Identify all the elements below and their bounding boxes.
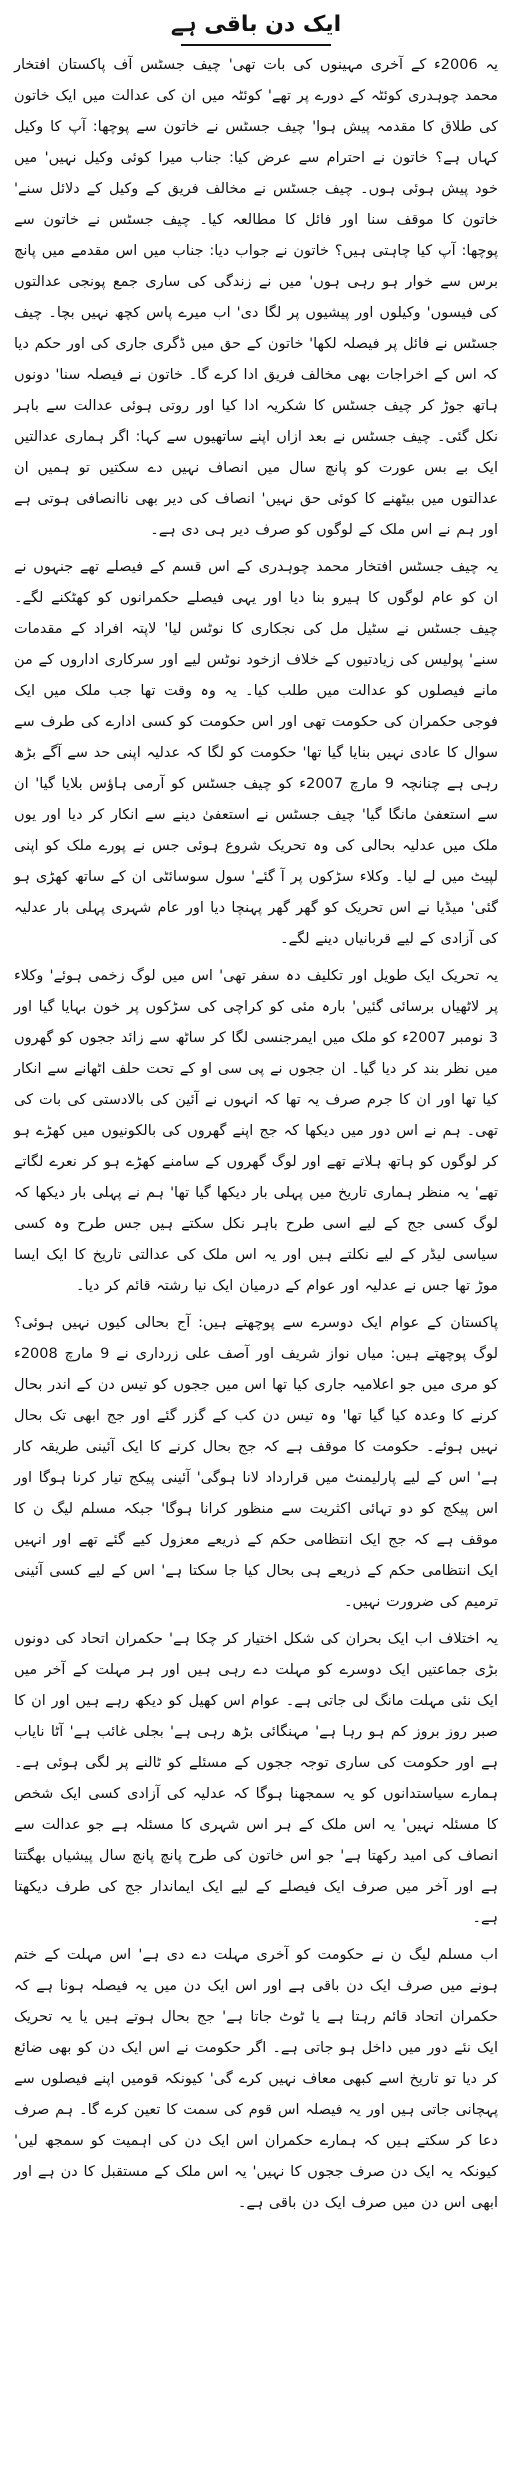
article-body — [14, 50, 498, 2219]
article-paragraph-2: یہ چیف جسٹس افتخار محمد چوہدری کے اس قسم کے فیصلے تھے جنہوں نے ان کو عام لوگوں کا ہیرو بنا دیا اور یہی فیصلے حکمرانوں کو کھٹکنے لگے۔ چیف جسٹس نے سٹیل مل کی نجکاری کا نوٹس لیا' لاپتہ افراد کے مقدمات سنے' پولیس کی زیادتیوں کے خلاف ازخود نوٹس لیے اور سرکاری اداروں کے من مانے فیصلوں کو عدالت میں طلب کیا۔ یہ وہ وقت تھا جب ملک میں ایک فوجی حکمران کی حکومت تھی اور اس حکومت کو کسی ادارے کی طرف سے سوال کا عادی نہیں بنایا گیا تھا' حکومت کو لگا کہ عدلیہ اپنی حد سے آگے بڑھ رہی ہے چنانچہ 9 مارچ 2007ء کو چیف جسٹس کو آرمی ہاؤس بلایا گیا' ان سے استعفیٰ مانگا گیا' چیف جسٹس نے استعفیٰ دینے سے انکار کر دیا اور یوں ملک میں عدلیہ بحالی کی وہ تحریک شروع ہوئی جس نے پورے ملک کو اپنی لپیٹ میں لے لیا۔ وکلاء سڑکوں پر آ گئے' سول سوسائٹی ان کے ساتھ کھڑی ہو گئی' میڈیا نے اس تحریک کو گھر گھر پہنچا دیا اور عام شہری پہلی بار عدلیہ کی آزادی کے لیے قربانیاں دینے لگے۔ — [14, 559, 498, 947]
article-paragraph-6: اب مسلم لیگ ن نے حکومت کو آخری مہلت دے دی ہے' اس مہلت کے ختم ہونے میں صرف ایک دن باقی ہے اور اس ایک دن میں یہ فیصلہ ہونا ہے کہ حکمران اتحاد قائم رہتا ہے یا ٹوٹ جاتا ہے' جج بحال ہوتے ہیں یا یہ تحریک ایک نئے دور میں داخل ہو جاتی ہے۔ اگر حکومت نے اس ایک دن کو بھی ضائع کر دیا تو تاریخ اسے کبھی معاف نہیں کرے گی' کیونکہ قومیں اپنے فیصلوں سے پہچانی جاتی ہیں اور یہ فیصلہ اس قوم کی سمت کا تعین کرے گا۔ ہم صرف دعا کر سکتے ہیں کہ ہمارے حکمران اس ایک دن کی اہمیت کو سمجھ لیں' کیونکہ یہ ایک دن صرف ججوں کا نہیں' یہ اس ملک کے مستقبل کا دن ہے اور ابھی اس دن میں صرف ایک دن باقی ہے۔ — [14, 1947, 498, 2211]
article-title: ایک دن باقی ہے — [170, 12, 342, 37]
title-underline — [181, 44, 331, 46]
article-paragraph-5: یہ اختلاف اب ایک بحران کی شکل اختیار کر چکا ہے' حکمران اتحاد کی دونوں بڑی جماعتیں ایک دوسرے کو مہلت دے رہی ہیں اور ہر مہلت کے آخر میں ایک نئی مہلت مانگ لی جاتی ہے۔ عوام اس کھیل کو دیکھ رہے ہیں اور ان کا صبر روز بروز کم ہو رہا ہے' مہنگائی بڑھ رہی ہے' بجلی غائب ہے' آٹا نایاب ہے اور حکومت کی ساری توجہ ججوں کے مسئلے کو ٹالنے پر لگی ہوئی ہے۔ ہمارے سیاستدانوں کو یہ سمجھنا ہوگا کہ عدلیہ کی آزادی کسی ایک شخص کا مسئلہ نہیں' یہ اس ملک کے ہر اس شہری کا مسئلہ ہے جو عدالت سے انصاف کی امید رکھتا ہے' جو اس خاتون کی طرح پانچ پانچ سال پیشیاں بھگتتا ہے اور آخر میں صرف ایک فیصلے کے لیے ایک ایماندار جج کی طرف دیکھتا ہے۔ — [14, 1631, 498, 1926]
article-paragraph-4: پاکستان کے عوام ایک دوسرے سے پوچھتے ہیں: آج بحالی کیوں نہیں ہوئی؟ لوگ پوچھتے ہیں: میاں نواز شریف اور آصف علی زرداری نے 9 مارچ 2008ء کو مری میں جو اعلامیہ جاری کیا تھا اس میں ججوں کو تیس دن کے اندر بحال کرنے کا وعدہ کیا گیا تھا' وہ تیس دن کب کے گزر گئے اور جج ابھی تک بحال نہیں ہوئے۔ حکومت کا موقف ہے کہ جج بحال کرنے کا ایک آئینی طریقہ کار ہے' اس کے لیے پارلیمنٹ میں قرارداد لانا ہوگی' آئینی پیکج تیار کرنا ہوگا اور اس پیکج کو دو تہائی اکثریت سے منظور کرانا ہوگا' جبکہ مسلم لیگ ن کا موقف ہے کہ جج ایک انتظامی حکم کے ذریعے معزول کیے گئے تھے اور انہیں ایک انتظامی حکم کے ذریعے ہی بحال کیا جا سکتا ہے' اس کے لیے کسی آئینی ترمیم کی ضرورت نہیں۔ — [14, 1315, 499, 1610]
article-paragraph-1: یہ 2006ء کے آخری مہینوں کی بات تھی' چیف جسٹس آف پاکستان افتخار محمد چوہدری کوئٹہ کے دورے پر تھے' کوئٹہ میں ان کی عدالت میں ایک خاتون کی طلاق کا مقدمہ پیش ہوا' چیف جسٹس نے خاتون سے پوچھا: آپ کا وکیل کہاں ہے؟ خاتون نے احترام سے عرض کیا: جناب میرا کوئی وکیل نہیں' میں خود پیش ہوئی ہوں۔ چیف جسٹس نے مخالف فریق کے وکیل کے دلائل سنے' خاتون کا موقف سنا اور فائل کا مطالعہ کیا۔ چیف جسٹس نے خاتون سے پوچھا: آپ کیا چاہتی ہیں؟ خاتون نے جواب دیا: جناب میں اس مقدمے میں پانچ برس سے خوار ہو رہی ہوں' میں نے زندگی کی ساری جمع پونجی عدالتوں کی فیسوں' وکیلوں اور پیشیوں پر لگا دی' اب میرے پاس کچھ نہیں بچا۔ چیف جسٹس نے فائل پر فیصلہ لکھا' خاتون کے حق میں ڈگری جاری کی اور حکم دیا کہ اس کے اخراجات بھی مخالف فریق ادا کرے گا۔ خاتون نے فیصلہ سنا' دونوں ہاتھ جوڑ کر چیف جسٹس کا شکریہ ادا کیا اور روتی ہوئی عدالت سے باہر نکل گئی۔ چیف جسٹس نے بعد ازاں اپنے ساتھیوں سے کہا: اگر ہماری عدالتیں ایک بے بس عورت کو پانچ سال میں انصاف نہیں دے سکتیں تو ہمیں ان عدالتوں میں بیٹھنے کا کوئی حق نہیں' انصاف کی دیر بھی ناانصافی ہوتی ہے اور ہم نے اس ملک کے لوگوں کو صرف دیر ہی دی ہے۔ — [14, 57, 498, 538]
article-paragraph-3: یہ تحریک ایک طویل اور تکلیف دہ سفر تھی' اس میں لوگ زخمی ہوئے' وکلاء پر لاٹھیاں برسائی گئیں' بارہ مئی کو کراچی کی سڑکوں پر خون بہایا گیا اور 3 نومبر 2007ء کو ملک میں ایمرجنسی لگا کر ساٹھ سے زائد ججوں کو گھروں میں نظر بند کر دیا گیا۔ ان ججوں نے پی سی او کے تحت حلف اٹھانے سے انکار کیا تھا اور ان کا جرم صرف یہ تھا کہ انہوں نے آئین کی بالادستی کی بات کی تھی۔ ہم نے اس دور میں دیکھا کہ جج اپنے گھروں کی بالکونیوں میں کھڑے ہو کر لوگوں کو ہاتھ ہلاتے تھے اور لوگ گھروں کے سامنے کھڑے ہو کر نعرے لگاتے تھے' یہ منظر ہماری تاریخ میں پہلی بار دیکھا گیا تھا' ہم نے پہلی بار دیکھا کہ لوگ کسی جج کے لیے اسی طرح باہر نکل سکتے ہیں جس طرح وہ کسی سیاسی لیڈر کے لیے نکلتے ہیں اور یہ اس ملک کی عدالتی تاریخ کا ایک ایسا موڑ تھا جس نے عدلیہ اور عوام کے درمیان ایک نیا رشتہ قائم کر دیا۔ — [13, 968, 498, 1294]
